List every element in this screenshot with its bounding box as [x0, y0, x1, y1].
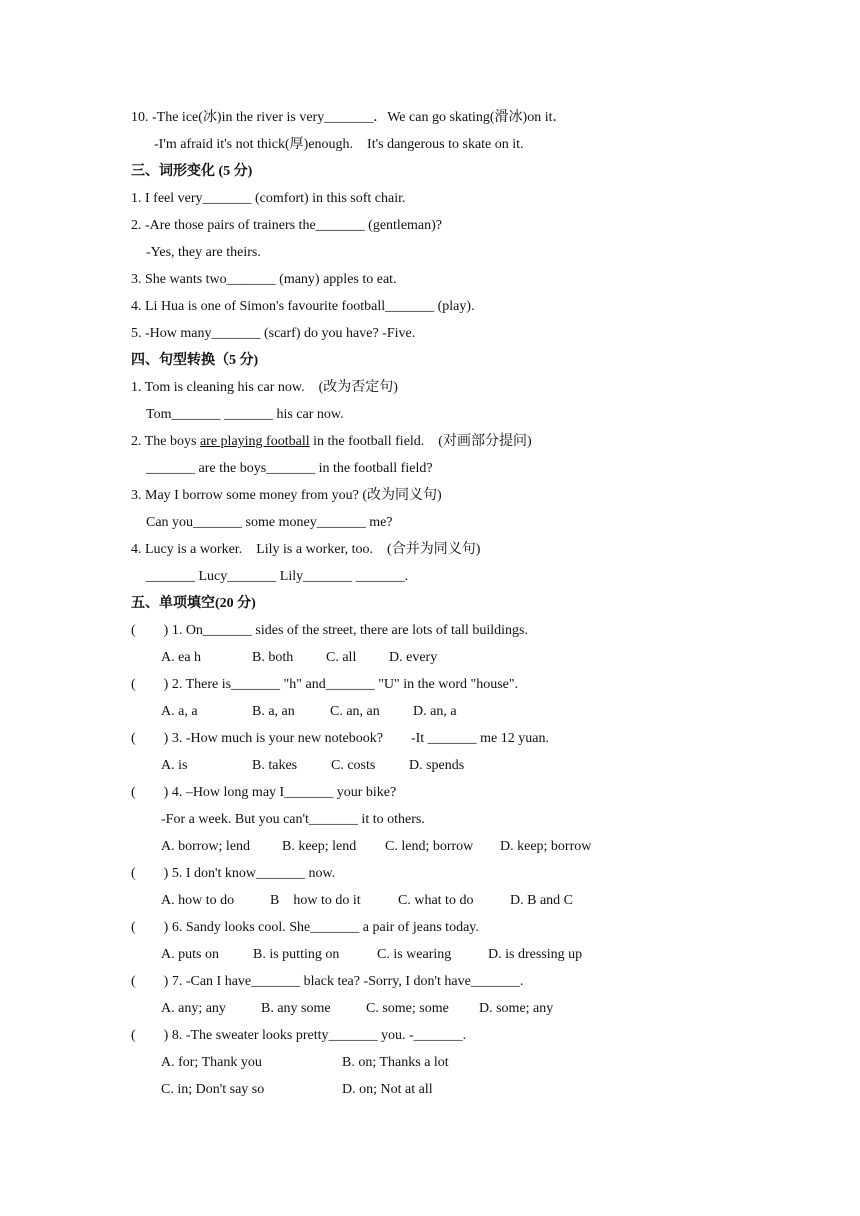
- question-10-line2: -I'm afraid it's not thick(厚)enough. It's dangerous to skate on it.: [154, 137, 524, 152]
- mc-q6-option-b: B. is putting on: [253, 947, 340, 962]
- section3-q2-answer: -Yes, they are theirs.: [146, 245, 261, 260]
- mc-question-3: ( ) 3. -How much is your new notebook? -It _______ me 12 yuan.: [131, 731, 549, 746]
- mc-q6-option-a: A. puts on: [161, 947, 219, 962]
- section3-q2: 2. -Are those pairs of trainers the_______ (gentleman)?: [131, 218, 443, 233]
- mc-question-4-extra: -For a week. But you can't_______ it to others.: [161, 812, 425, 827]
- section4-q2-underlined: are playing football: [199, 434, 310, 449]
- mc-q1-option-b: B. both: [252, 650, 294, 665]
- mc-q3-option-d: D. spends: [409, 758, 465, 773]
- section3-q4: 4. Li Hua is one of Simon's favourite football_______ (play).: [131, 299, 475, 314]
- mc-q3-option-c: C. costs: [331, 758, 376, 773]
- question-10-line1: 10. -The ice(冰)in the river is very_______．We can go skating(滑冰)on it．: [131, 110, 567, 125]
- mc-q6-option-c: C. is wearing: [377, 947, 452, 962]
- mc-q4-option-c: C. lend; borrow: [385, 839, 474, 854]
- mc-q2-option-c: C. an, an: [330, 704, 380, 719]
- section5-heading: 五、单项填空(20 分): [131, 596, 256, 611]
- section4-q3-blank: Can you_______ some money_______ me?: [146, 515, 393, 530]
- mc-q8-option-d: D. on; Not at all: [342, 1082, 433, 1097]
- section4-heading: 四、句型转换（5 分): [131, 353, 259, 368]
- mc-q5-option-c: C. what to do: [398, 893, 474, 908]
- mc-question-8: ( ) 8. -The sweater looks pretty_______ you. -_______.: [131, 1028, 467, 1043]
- mc-q5-option-a: A. how to do: [161, 893, 235, 908]
- section4-q2-post: in the football field. (对画部分提问): [309, 434, 532, 449]
- section4-q4: 4. Lucy is a worker. Lily is a worker, too. (合并为同义句): [131, 542, 481, 557]
- section3-q1: 1. I feel very_______ (comfort) in this soft chair.: [131, 191, 406, 206]
- mc-q2-option-d: D. an, a: [413, 704, 457, 719]
- mc-q7-option-c: C. some; some: [366, 1001, 449, 1016]
- mc-q4-option-d: D. keep; borrow: [500, 839, 592, 854]
- mc-q8-option-b: B. on; Thanks a lot: [342, 1055, 449, 1070]
- section4-q2: [131, 433, 532, 451]
- mc-q3-option-a: A. is: [161, 758, 188, 773]
- mc-q1-option-a: A. ea h: [161, 650, 202, 665]
- mc-q8-option-a: A. for; Thank you: [161, 1055, 262, 1070]
- mc-q2-option-b: B. a, an: [252, 704, 295, 719]
- mc-question-6: ( ) 6. Sandy looks cool. She_______ a pair of jeans today.: [131, 920, 479, 935]
- mc-q7-option-d: D. some; any: [479, 1001, 554, 1016]
- section3-q3: 3. She wants two_______ (many) apples to eat.: [131, 272, 397, 287]
- section3-q5: 5. -How many_______ (scarf) do you have? -Five.: [131, 326, 416, 341]
- mc-q4-option-a: A. borrow; lend: [161, 839, 251, 854]
- mc-q1-option-c: C. all: [326, 650, 357, 665]
- mc-question-1: ( ) 1. On_______ sides of the street, there are lots of tall buildings.: [131, 623, 528, 638]
- mc-q3-option-b: B. takes: [252, 758, 298, 773]
- mc-q7-option-a: A. any; any: [161, 1001, 226, 1016]
- mc-q8-option-c: C. in; Don't say so: [161, 1082, 265, 1097]
- section4-q4-blank: _______ Lucy_______ Lily_______ _______.: [146, 569, 409, 584]
- mc-q5-option-d: D. B and C: [510, 893, 573, 908]
- mc-q7-option-b: B. any some: [261, 1001, 331, 1016]
- section4-q1-blank: Tom_______ _______ his car now.: [146, 407, 344, 422]
- mc-q4-option-b: B. keep; lend: [282, 839, 357, 854]
- section4-q2-blank: _______ are the boys_______ in the football field?: [146, 461, 433, 476]
- section4-q2-pre: 2. The boys: [131, 434, 200, 449]
- mc-question-2: ( ) 2. There is_______ "h" and_______ "U" in the word "house".: [131, 677, 519, 692]
- mc-question-4: ( ) 4. –How long may I_______ your bike?: [131, 785, 397, 800]
- mc-question-7: ( ) 7. -Can I have_______ black tea? -Sorry, I don't have_______.: [131, 974, 524, 989]
- section3-heading: 三、词形变化 (5 分): [131, 164, 253, 179]
- mc-question-5: ( ) 5. I don't know_______ now.: [131, 866, 336, 881]
- section4-q3: 3. May I borrow some money from you? (改为同义句): [131, 488, 442, 503]
- mc-q1-option-d: D. every: [389, 650, 438, 665]
- section4-q1: 1. Tom is cleaning his car now. (改为否定句): [131, 380, 398, 395]
- mc-q5-option-b: B how to do it: [270, 893, 361, 908]
- mc-q6-option-d: D. is dressing up: [488, 947, 583, 962]
- mc-q2-option-a: A. a, a: [161, 704, 198, 719]
